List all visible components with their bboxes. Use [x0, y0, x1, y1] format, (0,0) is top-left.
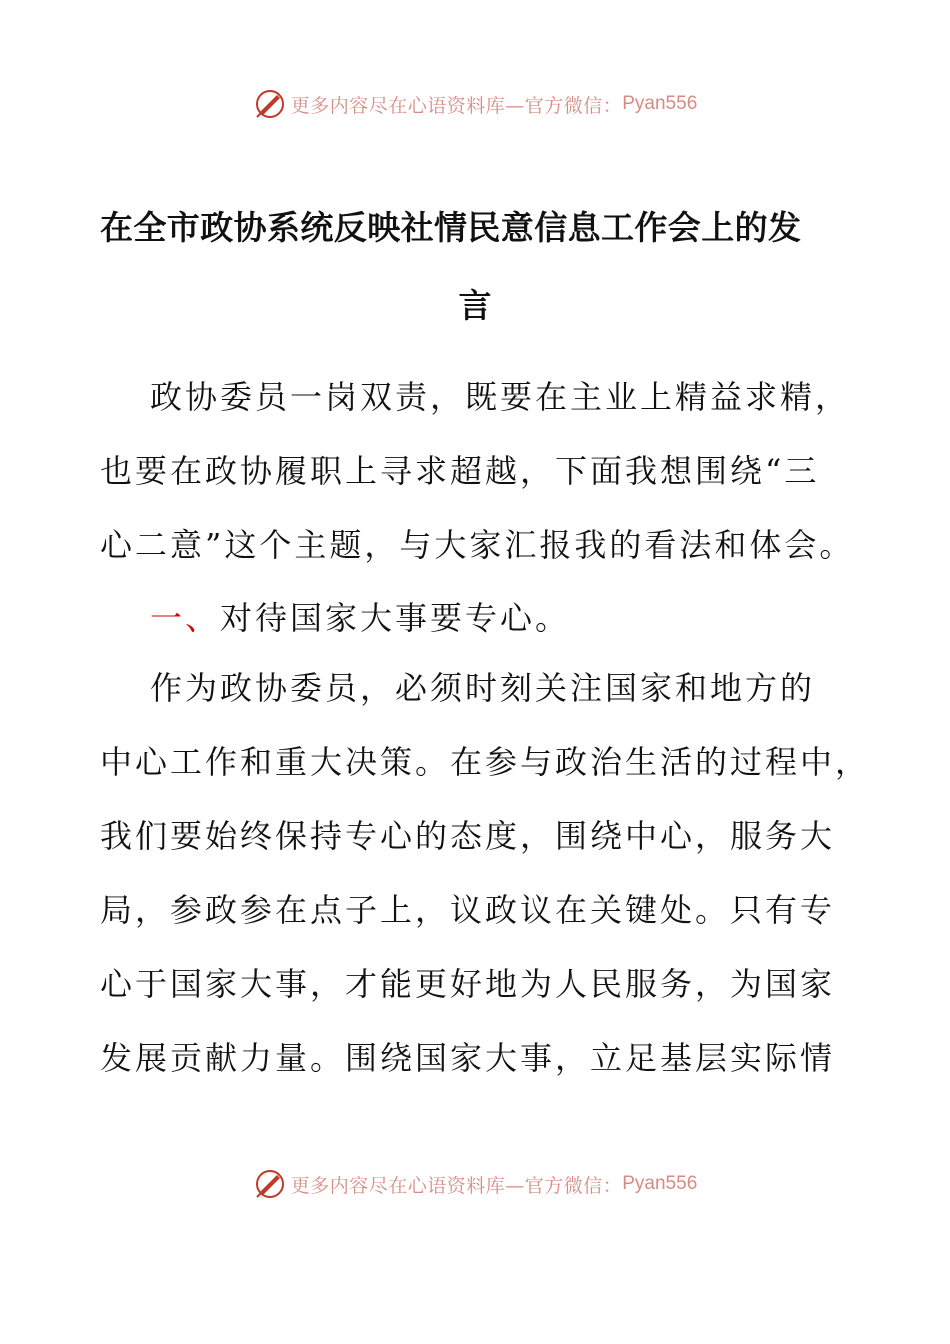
- paragraph-line: 我们要始终保持专心的态度，围绕中心，服务大: [100, 817, 836, 855]
- paragraph-line: 心二意”这个主题，与大家汇报我的看法和体会。: [100, 526, 855, 564]
- header-banner: [0, 84, 950, 124]
- paragraph-line: 局，参政参在点子上，议政议在关键处。只有专: [100, 891, 836, 929]
- section-heading-text: 对待国家大事要专心。: [220, 599, 571, 637]
- wechat-id: Pyan556: [622, 93, 698, 114]
- banner-text: 更多内容尽在心语资料库—官方微信：: [290, 94, 623, 117]
- footer-banner: [0, 1164, 950, 1204]
- section-number: 一、: [150, 599, 221, 637]
- wechat-id: Pyan556: [622, 1173, 698, 1194]
- paragraph-line: 发展贡献力量。围绕国家大事，立足基层实际情: [100, 1039, 836, 1077]
- paragraph-line: 中心工作和重大决策。在参与政治生活的过程中，: [100, 743, 871, 781]
- paragraph-line: 也要在政协履职上寻求超越，下面我想围绕“三: [100, 452, 820, 490]
- paragraph-line: 心于国家大事，才能更好地为人民服务，为国家: [100, 965, 836, 1003]
- banner-text: 更多内容尽在心语资料库—官方微信：: [290, 1174, 623, 1197]
- quill-logo-icon: [253, 1167, 287, 1201]
- paragraph-line: 政协委员一岗双责，既要在主业上精益求精，: [150, 378, 851, 416]
- paragraph-line: 作为政协委员，必须时刻关注国家和地方的: [150, 669, 816, 707]
- document-title-line-2: 言: [458, 286, 492, 325]
- quill-logo-icon: [253, 87, 287, 121]
- document-title-line-1: 在全市政协系统反映社情民意信息工作会上的发: [100, 208, 802, 247]
- section-heading: [150, 593, 570, 639]
